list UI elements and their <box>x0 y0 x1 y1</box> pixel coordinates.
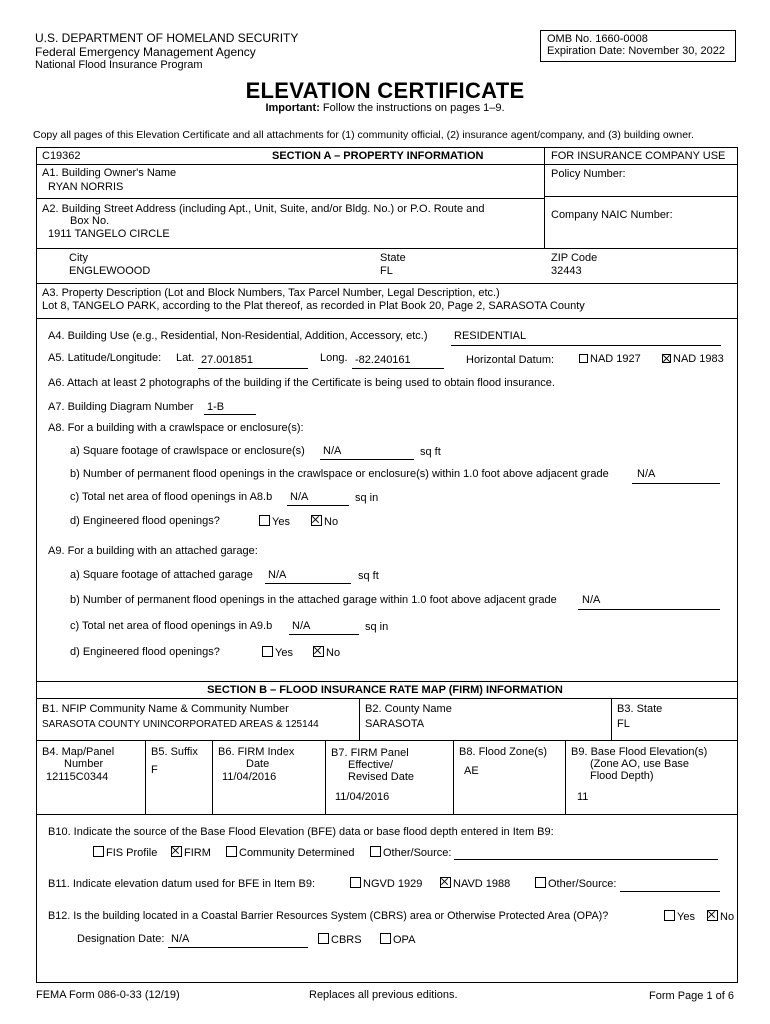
community-determined-option[interactable] <box>226 846 355 859</box>
nad-1983-checkbox[interactable] <box>662 354 671 363</box>
b7-label-line3: Revised Date <box>348 771 415 783</box>
a9d-yes-label: Yes <box>275 647 293 659</box>
a1-label: A1. Building Owner's Name <box>42 167 177 179</box>
a2-street-address[interactable]: 1911 TANGELO CIRCLE <box>48 228 170 240</box>
community-determined-checkbox[interactable] <box>226 846 237 857</box>
program-name: National Flood Insurance Program <box>35 59 203 71</box>
b4-map-panel-value[interactable]: 12115C0344 <box>46 771 109 783</box>
a9d-no-checkbox[interactable] <box>313 646 324 657</box>
certificate-id: C19362 <box>42 150 81 162</box>
nad-1927-checkbox[interactable] <box>579 354 588 363</box>
b2-label: B2. County Name <box>365 703 452 715</box>
b7-firm-panel-date[interactable]: 11/04/2016 <box>335 791 390 803</box>
form-number: FEMA Form 086-0-33 (12/19) <box>36 989 180 1001</box>
b11-label: B11. Indicate elevation datum used for BFE in Item B9: <box>48 878 315 890</box>
b5-label: B5. Suffix <box>151 746 198 758</box>
a8d-no-option[interactable] <box>311 515 338 528</box>
b4-label-line1: B4. Map/Panel <box>42 746 115 758</box>
policy-number-label: Policy Number: <box>551 168 626 180</box>
b11-other-source-label: Other/Source: <box>548 878 617 890</box>
b11-other-source-checkbox[interactable] <box>535 877 546 888</box>
a4-building-use[interactable]: RESIDENTIAL <box>454 330 527 342</box>
b12-yes-label: Yes <box>677 911 695 923</box>
designation-date-label: Designation Date: <box>77 933 165 945</box>
a9c-value[interactable]: N/A <box>292 620 311 632</box>
a8c-label: c) Total net area of flood openings in A8.b <box>70 491 273 503</box>
a7-label: A7. Building Diagram Number <box>48 401 194 413</box>
a9d-yes-option[interactable] <box>262 646 293 659</box>
b1-label: B1. NFIP Community Name & Community Number <box>42 703 289 715</box>
b2-county-value[interactable]: SARASOTA <box>365 718 425 730</box>
b6-label-line2: Date <box>246 758 270 770</box>
a4-label: A4. Building Use (e.g., Residential, Non-Residential, Addition, Accessory, etc.) <box>48 330 428 342</box>
a8b-label: b) Number of permanent flood openings in the crawlspace or enclosure(s) within 1.0 foot above adjacent grade <box>70 468 609 480</box>
page-title: ELEVATION CERTIFICATE <box>245 78 525 103</box>
b12-no-option[interactable] <box>707 910 734 923</box>
b3-label: B3. State <box>617 703 663 715</box>
a9d-yes-checkbox[interactable] <box>262 646 273 657</box>
b12-no-label: No <box>720 911 735 923</box>
latitude-label: Lat. <box>176 352 195 364</box>
a8a-unit: sq ft <box>420 446 441 458</box>
a9d-no-option[interactable] <box>313 646 340 659</box>
b9-label-line2: (Zone AO, use Base <box>590 758 690 770</box>
a6-label: A6. Attach at least 2 photographs of the building if the Certificate is being used to obtain flood insurance. <box>48 377 555 389</box>
a9d-no-label: No <box>326 647 341 659</box>
zip-value[interactable]: 32443 <box>551 265 582 277</box>
a1-owner-name[interactable]: RYAN NORRIS <box>48 181 124 193</box>
longitude-label: Long. <box>320 352 348 364</box>
a8-label: A8. For a building with a crawlspace or enclosure(s): <box>48 422 304 434</box>
a8a-value[interactable]: N/A <box>323 445 342 457</box>
cbrs-label: CBRS <box>331 934 362 946</box>
latitude-value[interactable]: 27.001851 <box>201 354 253 366</box>
b9-label-line1: B9. Base Flood Elevation(s) <box>571 746 708 758</box>
replaces-note: Replaces all previous editions. <box>309 989 458 1001</box>
a8a-label: a) Square footage of crawlspace or enclosure(s) <box>70 445 305 457</box>
b7-label-line2: Effective/ <box>348 759 394 771</box>
a9b-label: b) Number of permanent flood openings in the attached garage within 1.0 foot above adjacent grade <box>70 594 557 606</box>
city-value[interactable]: ENGLEWOOOD <box>69 265 151 277</box>
important-label: Important: <box>265 102 320 114</box>
a9a-unit: sq ft <box>358 570 379 582</box>
opa-label: OPA <box>393 934 416 946</box>
omb-box <box>540 30 736 62</box>
b12-yes-option[interactable] <box>664 910 695 923</box>
firm-checkbox[interactable] <box>171 846 182 857</box>
a9-label: A9. For a building with an attached garage: <box>48 545 258 557</box>
longitude-value[interactable]: -82.240161 <box>355 354 411 366</box>
navd-1988-option[interactable] <box>440 877 510 890</box>
ngvd-1929-checkbox[interactable] <box>350 877 361 888</box>
expiration-date: Expiration Date: November 30, 2022 <box>547 45 725 57</box>
a8d-yes-option[interactable] <box>259 515 290 528</box>
section-a-title: SECTION A – PROPERTY INFORMATION <box>272 150 484 162</box>
b7-label-line1: B7. FIRM Panel <box>331 747 409 759</box>
a8d-no-checkbox[interactable] <box>311 515 322 526</box>
horizontal-datum-label: Horizontal Datum: <box>466 354 555 366</box>
fis-profile-label: FIS Profile <box>106 847 158 859</box>
b12-label: B12. Is the building located in a Coastal Barrier Resources System (CBRS) area or Otherwise Protected Area (OPA)? <box>48 910 609 922</box>
a8b-value[interactable]: N/A <box>637 468 656 480</box>
section-b-title: SECTION B – FLOOD INSURANCE RATE MAP (FIRM) INFORMATION <box>207 684 563 696</box>
a8d-yes-checkbox[interactable] <box>259 515 270 526</box>
opa-option[interactable] <box>380 933 415 946</box>
navd-1988-label: NAVD 1988 <box>453 878 511 890</box>
b8-label: B8. Flood Zone(s) <box>459 746 548 758</box>
b1-community-value[interactable]: SARASOTA COUNTY UNINCORPORATED AREAS & 125144 <box>42 719 319 730</box>
a9c-label: c) Total net area of flood openings in A9.b <box>70 620 273 632</box>
designation-date-value[interactable]: N/A <box>171 933 190 945</box>
b6-firm-index-date[interactable]: 11/04/2016 <box>222 771 277 783</box>
fis-profile-option[interactable] <box>93 846 157 859</box>
community-determined-label: Community Determined <box>239 847 355 859</box>
ngvd-1929-label: NGVD 1929 <box>363 878 423 890</box>
insurance-use-label: FOR INSURANCE COMPANY USE <box>551 150 726 162</box>
navd-1988-checkbox[interactable] <box>440 877 451 888</box>
b6-label-line1: B6. FIRM Index <box>218 746 295 758</box>
b10-label: B10. Indicate the source of the Base Flood Elevation (BFE) data or base flood depth entered in Item B9: <box>48 826 554 838</box>
b9-label-line3: Flood Depth) <box>590 770 654 782</box>
opa-checkbox[interactable] <box>380 933 391 944</box>
cbrs-checkbox[interactable] <box>318 933 329 944</box>
a8d-label: d) Engineered flood openings? <box>70 515 220 527</box>
ngvd-1929-option[interactable] <box>350 877 422 890</box>
a9b-value[interactable]: N/A <box>582 594 601 606</box>
a3-label: A3. Property Description (Lot and Block Numbers, Tax Parcel Number, Legal Description, etc.) <box>42 287 500 299</box>
agency-name: Federal Emergency Management Agency <box>35 45 256 59</box>
a9c-unit: sq in <box>365 621 389 633</box>
b10-other-source-option[interactable] <box>370 846 451 859</box>
copy-note: Copy all pages of this Elevation Certificate and all attachments for (1) community official, (2) insurance agent/company, and (3) building owner. <box>33 129 694 141</box>
important-note <box>0 102 770 114</box>
nad-1927-option[interactable] <box>579 353 641 365</box>
department-name: U.S. DEPARTMENT OF HOMELAND SECURITY <box>35 31 299 45</box>
a9a-value[interactable]: N/A <box>268 569 287 581</box>
state-label: State <box>380 252 406 264</box>
state-value[interactable]: FL <box>380 265 393 277</box>
page-number: Form Page 1 of 6 <box>649 990 734 1002</box>
a9a-label: a) Square footage of attached garage <box>70 569 253 581</box>
b10-other-source-checkbox[interactable] <box>370 846 381 857</box>
b11-other-source-option[interactable] <box>535 877 616 890</box>
nad-1927-label: NAD 1927 <box>590 353 641 365</box>
a9d-label: d) Engineered flood openings? <box>70 646 220 658</box>
omb-number: OMB No. 1660-0008 <box>547 33 648 45</box>
b12-yes-checkbox[interactable] <box>664 910 675 921</box>
a8c-unit: sq in <box>355 492 379 504</box>
a3-property-description[interactable]: Lot 8, TANGELO PARK, according to the Plat thereof, as recorded in Plat Book 20, Page 2, SARASOTA County <box>42 300 585 312</box>
a2-label-line1: A2. Building Street Address (including Apt., Unit, Suite, and/or Bldg. No.) or P.O. Route and <box>42 203 485 215</box>
b10-other-source-label: Other/Source: <box>383 847 452 859</box>
b3-state-value[interactable]: FL <box>617 718 630 730</box>
firm-option[interactable] <box>171 846 211 859</box>
b5-suffix-value[interactable]: F <box>151 764 158 776</box>
city-label: City <box>69 252 88 264</box>
a8d-no-label: No <box>324 516 339 528</box>
b9-base-flood-elevation[interactable]: 11 <box>577 791 589 803</box>
b8-flood-zone-value[interactable]: AE <box>464 765 479 777</box>
important-text: Follow the instructions on pages 1–9. <box>322 102 505 114</box>
a2-label-line2: Box No. <box>70 215 110 227</box>
naic-number-label: Company NAIC Number: <box>551 209 673 221</box>
a8d-yes-label: Yes <box>272 516 290 528</box>
a8c-value[interactable]: N/A <box>290 491 309 503</box>
cbrs-option[interactable] <box>318 933 362 946</box>
fis-profile-checkbox[interactable] <box>93 846 104 857</box>
firm-label: FIRM <box>184 847 211 859</box>
nad-1983-label: NAD 1983 <box>673 353 724 365</box>
a7-diagram-number[interactable]: 1-B <box>207 401 225 413</box>
b4-label-line2: Number <box>64 758 104 770</box>
b12-no-checkbox[interactable] <box>707 910 718 921</box>
nad-1983-option[interactable] <box>662 353 724 365</box>
a5-label: A5. Latitude/Longitude: <box>48 352 162 364</box>
zip-label: ZIP Code <box>551 252 598 264</box>
